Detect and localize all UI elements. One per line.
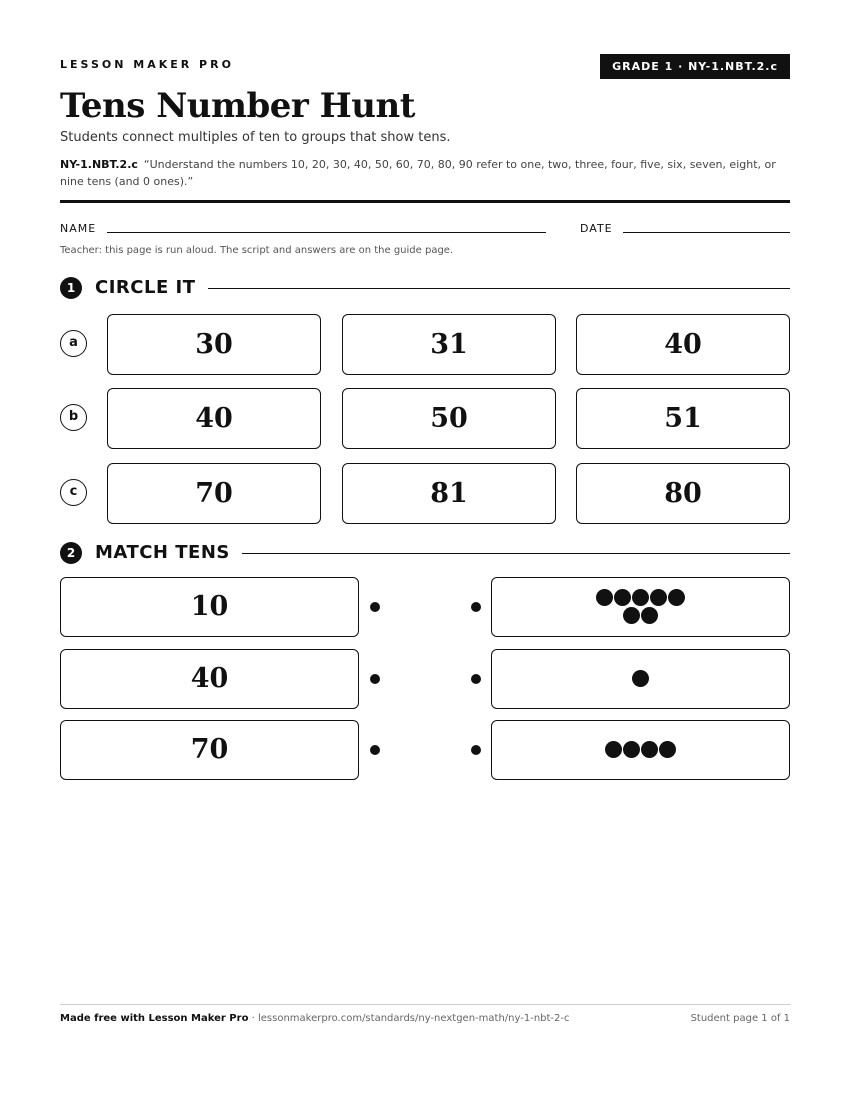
date-field[interactable] [623, 232, 790, 233]
number-choice[interactable]: 30 [107, 314, 321, 375]
teacher-note: Teacher: this page is run aloud. The script and answers are on the guide page. [60, 245, 454, 256]
row-label: a [60, 330, 87, 357]
left-connector-dot[interactable] [370, 745, 380, 755]
right-connector-dot[interactable] [471, 602, 481, 612]
standard-description [60, 156, 790, 190]
header-divider [60, 200, 790, 203]
section-title: MATCH TENS [95, 541, 242, 565]
ten-dot [650, 589, 667, 606]
section-circle-it-header [60, 276, 790, 300]
number-choice[interactable]: 40 [576, 314, 790, 375]
ten-dot [623, 741, 640, 758]
dot-row [632, 670, 649, 688]
footer-url[interactable]: · lessonmakerpro.com/standards/ny-nextgen-math/ny-1-nbt-2-c [248, 1013, 570, 1024]
tens-dot-group [492, 589, 789, 625]
left-connector-dot[interactable] [370, 602, 380, 612]
number-choice[interactable]: 31 [342, 314, 556, 375]
dot-row [605, 741, 676, 759]
dot-row [596, 589, 685, 607]
standard-text: “Understand the numbers 10, 20, 30, 40, 50, 60, 70, 80, 90 refer to one, two, three, four, five, six, seven, eight, or nine tens (and 0 ones).” [60, 158, 776, 188]
section-number: 1 [60, 277, 82, 299]
section-divider [240, 553, 790, 554]
date-label: DATE [580, 222, 613, 235]
footer-credit [60, 1013, 570, 1024]
ten-dot [659, 741, 676, 758]
ten-dot [596, 589, 613, 606]
page-title: Tens Number Hunt [60, 86, 415, 126]
section-divider [200, 288, 790, 289]
ten-dot [632, 589, 649, 606]
right-connector-dot[interactable] [471, 745, 481, 755]
number-choice[interactable]: 51 [576, 388, 790, 449]
ten-dot [623, 607, 640, 624]
row-label: b [60, 404, 87, 431]
ten-dot [614, 589, 631, 606]
number-choice[interactable]: 81 [342, 463, 556, 524]
number-choice[interactable]: 80 [576, 463, 790, 524]
match-number-card[interactable]: 10 [60, 577, 359, 637]
tens-dot-group [492, 670, 789, 688]
left-connector-dot[interactable] [370, 674, 380, 684]
number-choice[interactable]: 50 [342, 388, 556, 449]
ten-dot [632, 670, 649, 687]
name-label: NAME [60, 222, 97, 235]
ten-dot [641, 741, 658, 758]
dot-row [623, 607, 658, 625]
footer-divider [60, 1004, 790, 1005]
right-connector-dot[interactable] [471, 674, 481, 684]
match-dots-card[interactable] [491, 649, 790, 709]
match-number-card[interactable]: 70 [60, 720, 359, 780]
match-number-card[interactable]: 40 [60, 649, 359, 709]
section-number: 2 [60, 542, 82, 564]
tens-dot-group [492, 741, 789, 759]
section-match-tens-header [60, 541, 790, 565]
match-dots-card[interactable] [491, 577, 790, 637]
grade-badge: GRADE 1 · NY-1.NBT.2.c [600, 54, 790, 79]
brand-label: LESSON MAKER PRO [60, 58, 234, 71]
ten-dot [668, 589, 685, 606]
worksheet-page [60, 0, 790, 1100]
number-choice[interactable]: 40 [107, 388, 321, 449]
name-field[interactable] [107, 232, 546, 233]
section-title: CIRCLE IT [95, 276, 208, 300]
ten-dot [641, 607, 658, 624]
standard-code: NY-1.NBT.2.c [60, 158, 138, 171]
match-dots-card[interactable] [491, 720, 790, 780]
ten-dot [605, 741, 622, 758]
number-choice[interactable]: 70 [107, 463, 321, 524]
footer-made-with: Made free with Lesson Maker Pro [60, 1013, 249, 1024]
page-subtitle: Students connect multiples of ten to groups that show tens. [60, 130, 451, 145]
row-label: c [60, 479, 87, 506]
footer-page-number: Student page 1 of 1 [690, 1013, 790, 1024]
